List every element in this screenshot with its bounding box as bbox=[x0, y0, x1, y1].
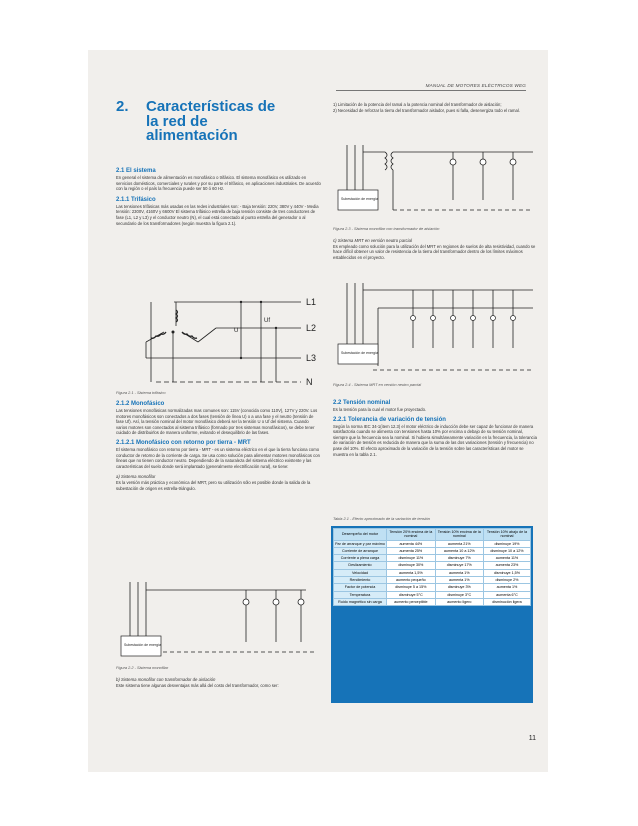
table-cell: aumenta 10 a 12% bbox=[435, 547, 483, 554]
section-2-1-title: 2.1 El sistema bbox=[116, 168, 156, 174]
left-column-top bbox=[116, 168, 321, 226]
chapter-title-line-1: Características de bbox=[146, 98, 276, 115]
table-cell: aumento pequeño bbox=[387, 577, 436, 584]
figure-2-1-three-phase-diagram bbox=[116, 280, 326, 385]
table-cell: disminuye 3°C bbox=[435, 591, 483, 598]
table-cell: disminuye 5°C bbox=[387, 591, 436, 598]
section-2-2-1-title: 2.2.1 Tolerancia de variación de tensión bbox=[333, 416, 446, 423]
table-header-cell: Tensión 20% encima de la nominal bbox=[387, 529, 436, 541]
right-column-sections bbox=[333, 400, 538, 457]
table-row bbox=[334, 598, 531, 605]
header-rule bbox=[336, 90, 526, 91]
table-row bbox=[334, 584, 531, 591]
table-row bbox=[334, 540, 531, 547]
label-Uf: Uf bbox=[264, 318, 270, 324]
table-cell: aumenta 44% bbox=[387, 540, 436, 547]
left-column-bottom bbox=[116, 677, 321, 688]
table-cell: disminuye 19% bbox=[483, 540, 530, 547]
section-2-1-1-text: Las tensiones trifásicas más usadas en las redes industriales son: - Baja tensión: 220V, 380V y 440V - Media tensión: 2300V, 4160V y 6600V El sistema trifásico estrella de baja tensión consiste de tres conductores de fase (L1, L2 y L3) y el conductor neutro (N), el cual está conectado al punto estrella del generador o al secundario de los transformadores (según muestra la figura 2.1). bbox=[116, 203, 319, 226]
table-row-label: Temperatura bbox=[334, 591, 387, 598]
table-cell: disminuye 10 a 12% bbox=[483, 547, 530, 554]
fig23-box-label: Subestación de energía bbox=[341, 197, 378, 201]
table-header-cell: Tensión 10% abajo de la nominal bbox=[483, 529, 530, 541]
table-cell: aumento perceptible bbox=[387, 598, 436, 605]
table-row-label: Factor de potencia bbox=[334, 584, 387, 591]
subsection-c-text: Es empleado como solución para la utilización del MRT en regiones de suelos de alta resistividad, cuando se hace difícil obtener un valor de resistencia de la tierra del transformador dentro de los límites máximos establecidos en el proyecto. bbox=[333, 243, 536, 260]
right-column-list bbox=[333, 102, 538, 113]
table-cell: disminución ligera bbox=[483, 598, 530, 605]
table-header-cell: Tensión 10% encima de la nominal bbox=[435, 529, 483, 541]
table-header-row bbox=[334, 529, 531, 541]
table-row bbox=[334, 547, 531, 554]
table-cell: aumenta 1% bbox=[435, 577, 483, 584]
section-2-1-2-text: Las tensiones monofásicas normalizadas mas comunes son: 115V (conocida como 110V), 127V y 220V. Los motores monofásicos son conectados a dos fases (tensión de línea U) o a una fase y el neutro (tensión de fase Uf). Así, la tensión nominal del motor monofásico deberá ser la tensión U o Uf del sistema. Cuando varios motores son conectados al sistema trifásico (formado por tres sistemas monofásicos), se debe tener cuidado de distribuirlos de manera uniforme, evitando el desequilibrio de las fases. bbox=[116, 408, 318, 436]
label-L3: L3 bbox=[306, 353, 317, 363]
label-L2: L2 bbox=[306, 323, 317, 333]
table-cell: disminuye 7% bbox=[435, 555, 483, 562]
section-2-2-1-text: Según la norma IEC 34-1(item 12.3) el motor eléctrico de inducción debe ser capaz de funcionar de manera satisfactoria cuando se alimenta con tensiones hasta 10% por encima o debajo de su tensión nominal, siempre que la frecuencia sea la nominal. Si hubiera simultáneamente variación en la frecuencia, la tolerancia de variación de tensión es reducida de manera que la suma de las dos variaciones (tensión y frecuencia) no pase del 10%. El efecto aproximado de la variación de la tensión sobre las características del motor se muestra en la tabla 2.1. bbox=[333, 423, 537, 457]
subsection-b-text: Este sistema tiene algunas desventajas más allá del costo del transformador, como ser: bbox=[116, 682, 279, 688]
table-2-1 bbox=[333, 528, 531, 606]
chapter-number: 2. bbox=[116, 98, 129, 115]
table-cell: disminuye 5 a 15% bbox=[387, 584, 436, 591]
document-page bbox=[88, 50, 548, 772]
fig24-box-label: Subestación de energía bbox=[341, 351, 378, 355]
table-row-label: Corriente a plena carga bbox=[334, 555, 387, 562]
table-row bbox=[334, 569, 531, 576]
table-cell: aumenta 1% bbox=[483, 584, 530, 591]
subsection-a-text: Es la versión más práctica y económica del MRT, pero su utilización sólo es posible donde la salida de la subestación de origen es estrella-triángulo. bbox=[116, 479, 311, 491]
table-row-label: Deslizamiento bbox=[334, 562, 387, 569]
section-2-1-1-title: 2.1.1 Trifásico bbox=[116, 196, 156, 203]
table-cell: aumento ligero bbox=[435, 598, 483, 605]
table-cell: aumenta 6°C bbox=[483, 591, 530, 598]
list-item-1: 1) Limitación de la potencia del ramal a la potencia nominal del transformador de aislación; bbox=[333, 102, 502, 107]
chapter-title-line-3: alimentación bbox=[146, 127, 238, 144]
table-cell: aumenta 11% bbox=[483, 555, 530, 562]
section-2-2-title: 2.2 Tensión nominal bbox=[333, 400, 391, 406]
table-cell: disminuye 3% bbox=[435, 584, 483, 591]
subsection-c-title: c) Sistema MRT en versión neutro parcial bbox=[333, 238, 412, 243]
table-cell: disminuye 11% bbox=[387, 555, 436, 562]
section-2-1-text: En general el sistema de alimentación es monofásico o trifásico. El sistema monofásico es utilizado en servicios domésticos, comerciales y rurales y por su parte el trifásico, en aplicaciones industriales. De acuerdo con la región o el país la frecuencia puede ser 50 ó 60 Hz. bbox=[116, 175, 321, 192]
page-number: 11 bbox=[528, 735, 536, 742]
table-cell: disminuye 1,5% bbox=[483, 569, 530, 576]
table-cell: aumenta 1% bbox=[435, 569, 483, 576]
table-row-label: Ruido magnético sin carga bbox=[334, 598, 387, 605]
figure-2-4-partial-neutral-diagram bbox=[333, 278, 543, 378]
fig22-box-label: Subestación de energía bbox=[124, 643, 161, 647]
table-cell: aumenta 23% bbox=[483, 562, 530, 569]
table-row-label: Par de arranque y par máximo bbox=[335, 541, 385, 546]
table-row bbox=[334, 555, 531, 562]
section-2-1-2-1-title: 2.1.2.1 Monofásico con retorno por tierra - MRT bbox=[116, 439, 251, 446]
subsection-a-title: a) Sistema monofilar bbox=[116, 474, 156, 480]
table-cell: aumenta 1,5% bbox=[387, 569, 436, 576]
label-L1: L1 bbox=[306, 297, 317, 307]
table-cell: disminuye 17% bbox=[435, 562, 483, 569]
section-2-2-text: Es la tensión para la cual el motor fue proyectado. bbox=[333, 407, 427, 412]
table-header-cell: Desempeño del motor bbox=[334, 529, 387, 541]
figure-2-2-caption: Figura 2.2 - Sistema monofilar bbox=[116, 665, 169, 670]
table-cell: aumenta 21% bbox=[435, 540, 483, 547]
section-2-1-2-title: 2.1.2 Monofásico bbox=[116, 401, 165, 407]
figure-2-3-caption: Figura 2.3 - Sistema monofilar con transformador de aislación bbox=[333, 226, 440, 231]
table-row-label: Rendimiento bbox=[334, 577, 387, 584]
figure-2-3-isolation-transformer-diagram bbox=[333, 140, 543, 220]
chapter-title bbox=[116, 100, 316, 144]
running-header: MANUAL DE MOTORES ELÉCTRICOS WEG bbox=[425, 83, 526, 88]
table-row bbox=[334, 562, 531, 569]
label-N: N bbox=[306, 377, 313, 385]
table-cell: disminuye 2% bbox=[483, 577, 530, 584]
figure-2-1-caption: Figura 2.1 - Sistema trifásico bbox=[116, 390, 166, 395]
table-2-1-caption: Tabla 2.1 - Efecto aproximado de la variación de tensión bbox=[333, 516, 430, 521]
right-column-sub-c bbox=[333, 238, 538, 260]
subsection-b-title: b) Sistema monofilar con transformador de aislación bbox=[116, 677, 216, 682]
table-row bbox=[334, 591, 531, 598]
table-cell: disminuye 30% bbox=[387, 562, 436, 569]
table-cell: aumenta 25% bbox=[387, 547, 436, 554]
chapter-title-line-2: la red de bbox=[146, 112, 208, 130]
table-row bbox=[334, 577, 531, 584]
figure-2-4-caption: Figura 2.4 - Sistema MRT en versión neutro parcial bbox=[333, 382, 422, 387]
left-column-middle bbox=[116, 401, 321, 491]
list-item-2: 2) Necesidad de reforzar la tierra del transformador aislador, pues si falla, desenergiza todo el ramal. bbox=[333, 107, 520, 113]
table-row-label: Velocidad bbox=[334, 569, 387, 576]
figure-2-2-single-wire-diagram bbox=[116, 580, 326, 660]
section-2-1-2-1-text: El sistema monofásico con retorno por tierra - MRT - es un sistema eléctrico en el que la tierra funciona como conductor de retorno de la corriente de carga. Se usa como solución para alimentar motores monofásicos con líneas que no tienen conductor neutro. Dependiendo de la naturaleza del sistema eléctrico existente y las características del suelo donde será implantado (generalmente electrificación rural), se tiene: bbox=[116, 446, 320, 469]
table-row-label: Corriente de arranque bbox=[334, 547, 387, 554]
label-U: U bbox=[234, 328, 239, 334]
